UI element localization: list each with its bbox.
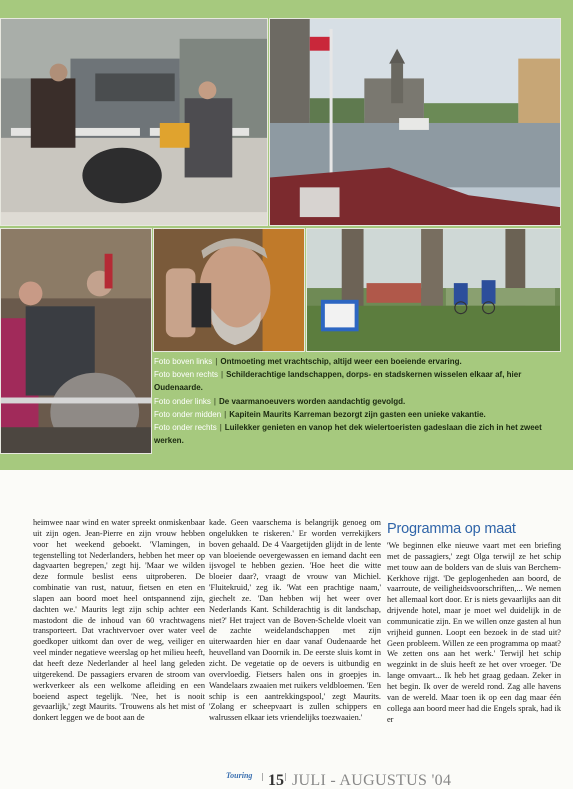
caption-separator: |: [213, 396, 216, 406]
caption-label: Foto onder rechts: [154, 423, 217, 433]
caption-separator: |: [224, 409, 227, 419]
footer-divider: [262, 773, 263, 781]
caption-separator: |: [221, 370, 224, 380]
caption-label: Foto onder midden: [154, 409, 222, 419]
footer-divider: [285, 773, 286, 781]
article-column-2: [209, 518, 381, 724]
caption-text: Ontmoeting met vrachtschip, altijd weer een boeiende ervaring.: [220, 357, 462, 366]
caption-text: Schilderachtige landschappen, dorps- en stadskernen wisselen elkaar af, hier Oudenaarde.: [154, 370, 522, 393]
article-text: kade. Geen vaarschema is belangrijk genoeg om ongelukken te riskeren.' Er worden verrekijkers boven gehaald. De 4 Vaargetijden glijdt in de lente van bloeiende oevergewassen en iemand dacht een ijsvogel te hebben gezien. 'Hoe heet die witte bloeier daar?, vraagt de vrouw van Michiel. 'Fluitekruid,' zeg ik. 'Wat een prachtige naam,' giechelt ze. 'Dan hebben wij het weer over Nederlands Kant. Schilderachtig is dit landschap, niet?' Het traject van de Boven-Schelde vloeit van de zachte weidelandschappen met zijn uiterwaarden hier en daar vanaf Oudenaarde het heuvelland van Doornik in. De eerste sluis komt in zicht. De vegetatie op de oevers is uitbundig en overvloedig. Fietsers halen ons in groepjes in. Wandelaars zwaaien met ruikers veldbloemen. 'Een schip is een aantrekkingspool,' zegt Maurits. 'Zolang er scheepvaart is zullen schippers en walrussen elkaar iets vriendelijks toezwaaien.': [209, 518, 381, 723]
caption-text: Kapitein Maurits Karreman bezorgt zijn gasten een unieke vakantie.: [229, 409, 486, 419]
page-footer: [0, 770, 573, 789]
caption-bottom-left: [154, 395, 564, 408]
caption-top-left: [154, 355, 564, 368]
page-number: 15: [268, 772, 284, 789]
caption-text: Luilekker genieten en vanop het dek wielertoeristen gadeslaan die zich in het zweet werken.: [154, 423, 542, 446]
magazine-brand: Touring: [226, 771, 253, 780]
caption-bottom-right: [154, 421, 564, 447]
photo-top-left: [0, 18, 268, 226]
article-text: 'We beginnen elke nieuwe vaart met een briefing met de passagiers,' zegt Olga terwijl ze het schip met touw aan de bolders van de sluis van Berchem-Kerkhove rijgt. 'De geplogenheden aan boord, de vaarroute, de veiligheidsvoorschriften,... We nemen het allemaal kort door. Er is niets gevaarlijks aan dit drijvende hotel, maar je moet wel duidelijk in de communicatie zijn. En we willen onze gasten al hun vrijheid gunnen. Loopt een bezoek in de stad uit? Geen probleem. Willen ze een programma op maat? We zetten ons aan het werk.' Terwijl het schip wegzinkt in de sluis heeft ze het over vroeger. 'De lange omvaart... Ik heb het graag gedaan. Zeker in het begin. Ik over de wereld rond. Zag alle havens van de wereld. Maar toen ik op een dag maar één collega aan boord meer had die Engels sprak, had ik er: [387, 541, 561, 724]
article-column-3: [387, 541, 561, 725]
issue-date: JULI - AUGUSTUS '04: [292, 772, 452, 789]
caption-top-right: [154, 368, 564, 394]
photo-bottom-left: [0, 228, 152, 454]
article-text: heimwee naar wind en water spreekt onmiskenbaar uit zijn ogen. Jean-Pierre en zijn vrouw hebben voor het weekend geboekt. 'Vlamingen, in tegenstelling tot Nederlanders, hebben het meer op dagvaarten begrepen,' zegt hij. 'Maar we wilden deze formule beslist eens uitproberen. De combinatie van rust, natuur, fietsen en eten en slapen aan boord moet heel ontspannend zijn, dachten we.' Maurits legt zijn schip achter een mastodont die de inhoud van 60 vrachtwagens transporteert. Dat vrachtvervoer over water veel goedkoper uitkomt dan over de weg, veiliger en veel minder negatieve weerslag op het milieu heeft, dat heeft deze Nederlander al heel lang geleden uitgerekend. De passagiers ervaren de stroom van werkverkeer als een welkome afleiding en een boeiend aspect tegelijk. 'Nee, het is nooit gevaarlijk,' zegt Maurits. 'Trouwens als het mist of donkert leggen we de boot aan de: [33, 518, 205, 723]
photo-bottom-right: [306, 228, 561, 352]
article-column-1: [33, 518, 205, 724]
caption-text: De vaarmanoeuvers worden aandachtig gevolgd.: [219, 396, 406, 406]
photo-bottom-middle: [153, 228, 305, 352]
caption-bottom-middle: [154, 408, 564, 421]
caption-label: Foto boven links: [154, 357, 213, 366]
caption-separator: |: [215, 357, 218, 366]
photo-top-right: [269, 18, 561, 226]
caption-label: Foto onder links: [154, 396, 211, 406]
photo-captions: [154, 355, 564, 447]
section-heading: Programma op maat: [387, 521, 516, 537]
caption-label: Foto boven rechts: [154, 370, 219, 380]
caption-separator: |: [219, 423, 222, 433]
